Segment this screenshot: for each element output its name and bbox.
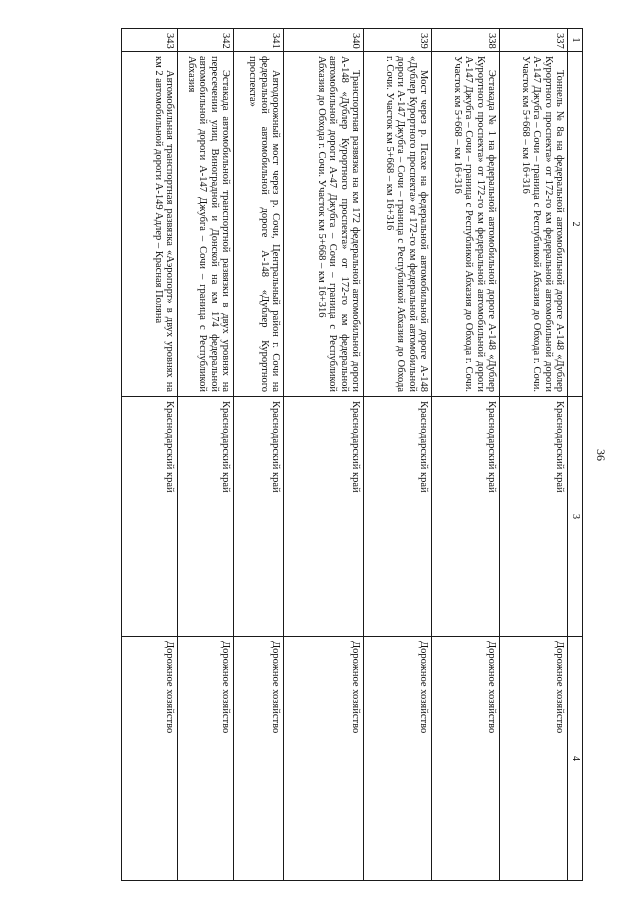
object-description: Эстакада автомобильной транспортной развязки в двух уровнях на пересечении улиц Виноградной и Донской на км 174 федеральной автомобильной дороги А-147 Джубга – Сочи – граница с Республикой Абхазия	[178, 52, 234, 397]
sector-cell: Дорожное хозяйство	[284, 637, 364, 881]
row-number: 343	[122, 29, 178, 52]
region-cell: Краснодарский край	[284, 397, 364, 637]
object-description: Транспортная развязка на км 172 федеральной автомобильной дороги А-148 «Дублер Курортного проспекта» от 172-го км федеральной автомобильной дороги А-47 Джубга – Сочи – граница с Республикой Абхазия до Обхода г. Сочи. Участок км 5+668 – км 16+316	[284, 52, 364, 397]
region-cell: Краснодарский край	[364, 397, 432, 637]
table-row	[178, 29, 234, 881]
column-header-3: 3	[568, 397, 583, 637]
table-row	[432, 29, 500, 881]
sector-cell: Дорожное хозяйство	[432, 637, 500, 881]
row-number: 341	[234, 29, 284, 52]
page-number: 36	[594, 449, 608, 461]
table-row	[364, 29, 432, 881]
table-row	[284, 29, 364, 881]
row-number: 338	[432, 29, 500, 52]
sector-cell: Дорожное хозяйство	[364, 637, 432, 881]
object-description: Автомобильная транспортная развязка «Аэропорт» в двух уровнях на км 2 автомобильной дороги А-149 Адлер – Красная Поляна	[122, 52, 178, 397]
column-header-4: 4	[568, 637, 583, 881]
column-header-2: 2	[568, 52, 583, 397]
object-description: Эстакада № 1 на федеральной автомобильной дороге А-148 «Дублер Курортного проспекта» от 172-го км федеральной автомобильной дороги А-147 Джубга – Сочи – граница с Республикой Абхазия до Обхода г. Сочи. Участок км 5+668 – км 16+316	[432, 52, 500, 397]
table-header-row	[568, 29, 583, 881]
sector-cell: Дорожное хозяйство	[500, 637, 568, 881]
region-cell: Краснодарский край	[234, 397, 284, 637]
row-number: 342	[178, 29, 234, 52]
region-cell: Краснодарский край	[432, 397, 500, 637]
row-number: 339	[364, 29, 432, 52]
region-cell: Краснодарский край	[122, 397, 178, 637]
objects-registry-table	[122, 28, 584, 881]
column-header-1: 1	[568, 29, 583, 52]
row-number: 337	[500, 29, 568, 52]
sector-cell: Дорожное хозяйство	[234, 637, 284, 881]
region-cell: Краснодарский край	[500, 397, 568, 637]
object-description: Автодорожный мост через р. Сочи, Центральный район г. Сочи на федеральной автомобильной дороге А-148 «Дублер Курортного проспекта»	[234, 52, 284, 397]
object-description: Мост через р. Псахе на федеральной автомобильной дороге А-148 «Дублер Курортного проспекта» от 172-го км федеральной автомобильной дороги А-147 Джубга – Сочи – граница с Республикой Абхазия до Обхода г. Сочи. Участок км 5+668 – км 16+316	[364, 52, 432, 397]
sector-cell: Дорожное хозяйство	[122, 637, 178, 881]
table-row	[122, 29, 178, 881]
table-row	[500, 29, 568, 881]
table-row	[234, 29, 284, 881]
object-description: Тоннель № 8а на федеральной автомобильной дороге А-148 «Дублер Курортного проспекта» от 172-го км федеральной автомобильной дороги А-147 Джубга – Сочи – граница с Республикой Абхазия до Обхода г. Сочи. Участок км 5+668 – км 16+316	[500, 52, 568, 397]
row-number: 340	[284, 29, 364, 52]
region-cell: Краснодарский край	[178, 397, 234, 637]
sector-cell: Дорожное хозяйство	[178, 637, 234, 881]
